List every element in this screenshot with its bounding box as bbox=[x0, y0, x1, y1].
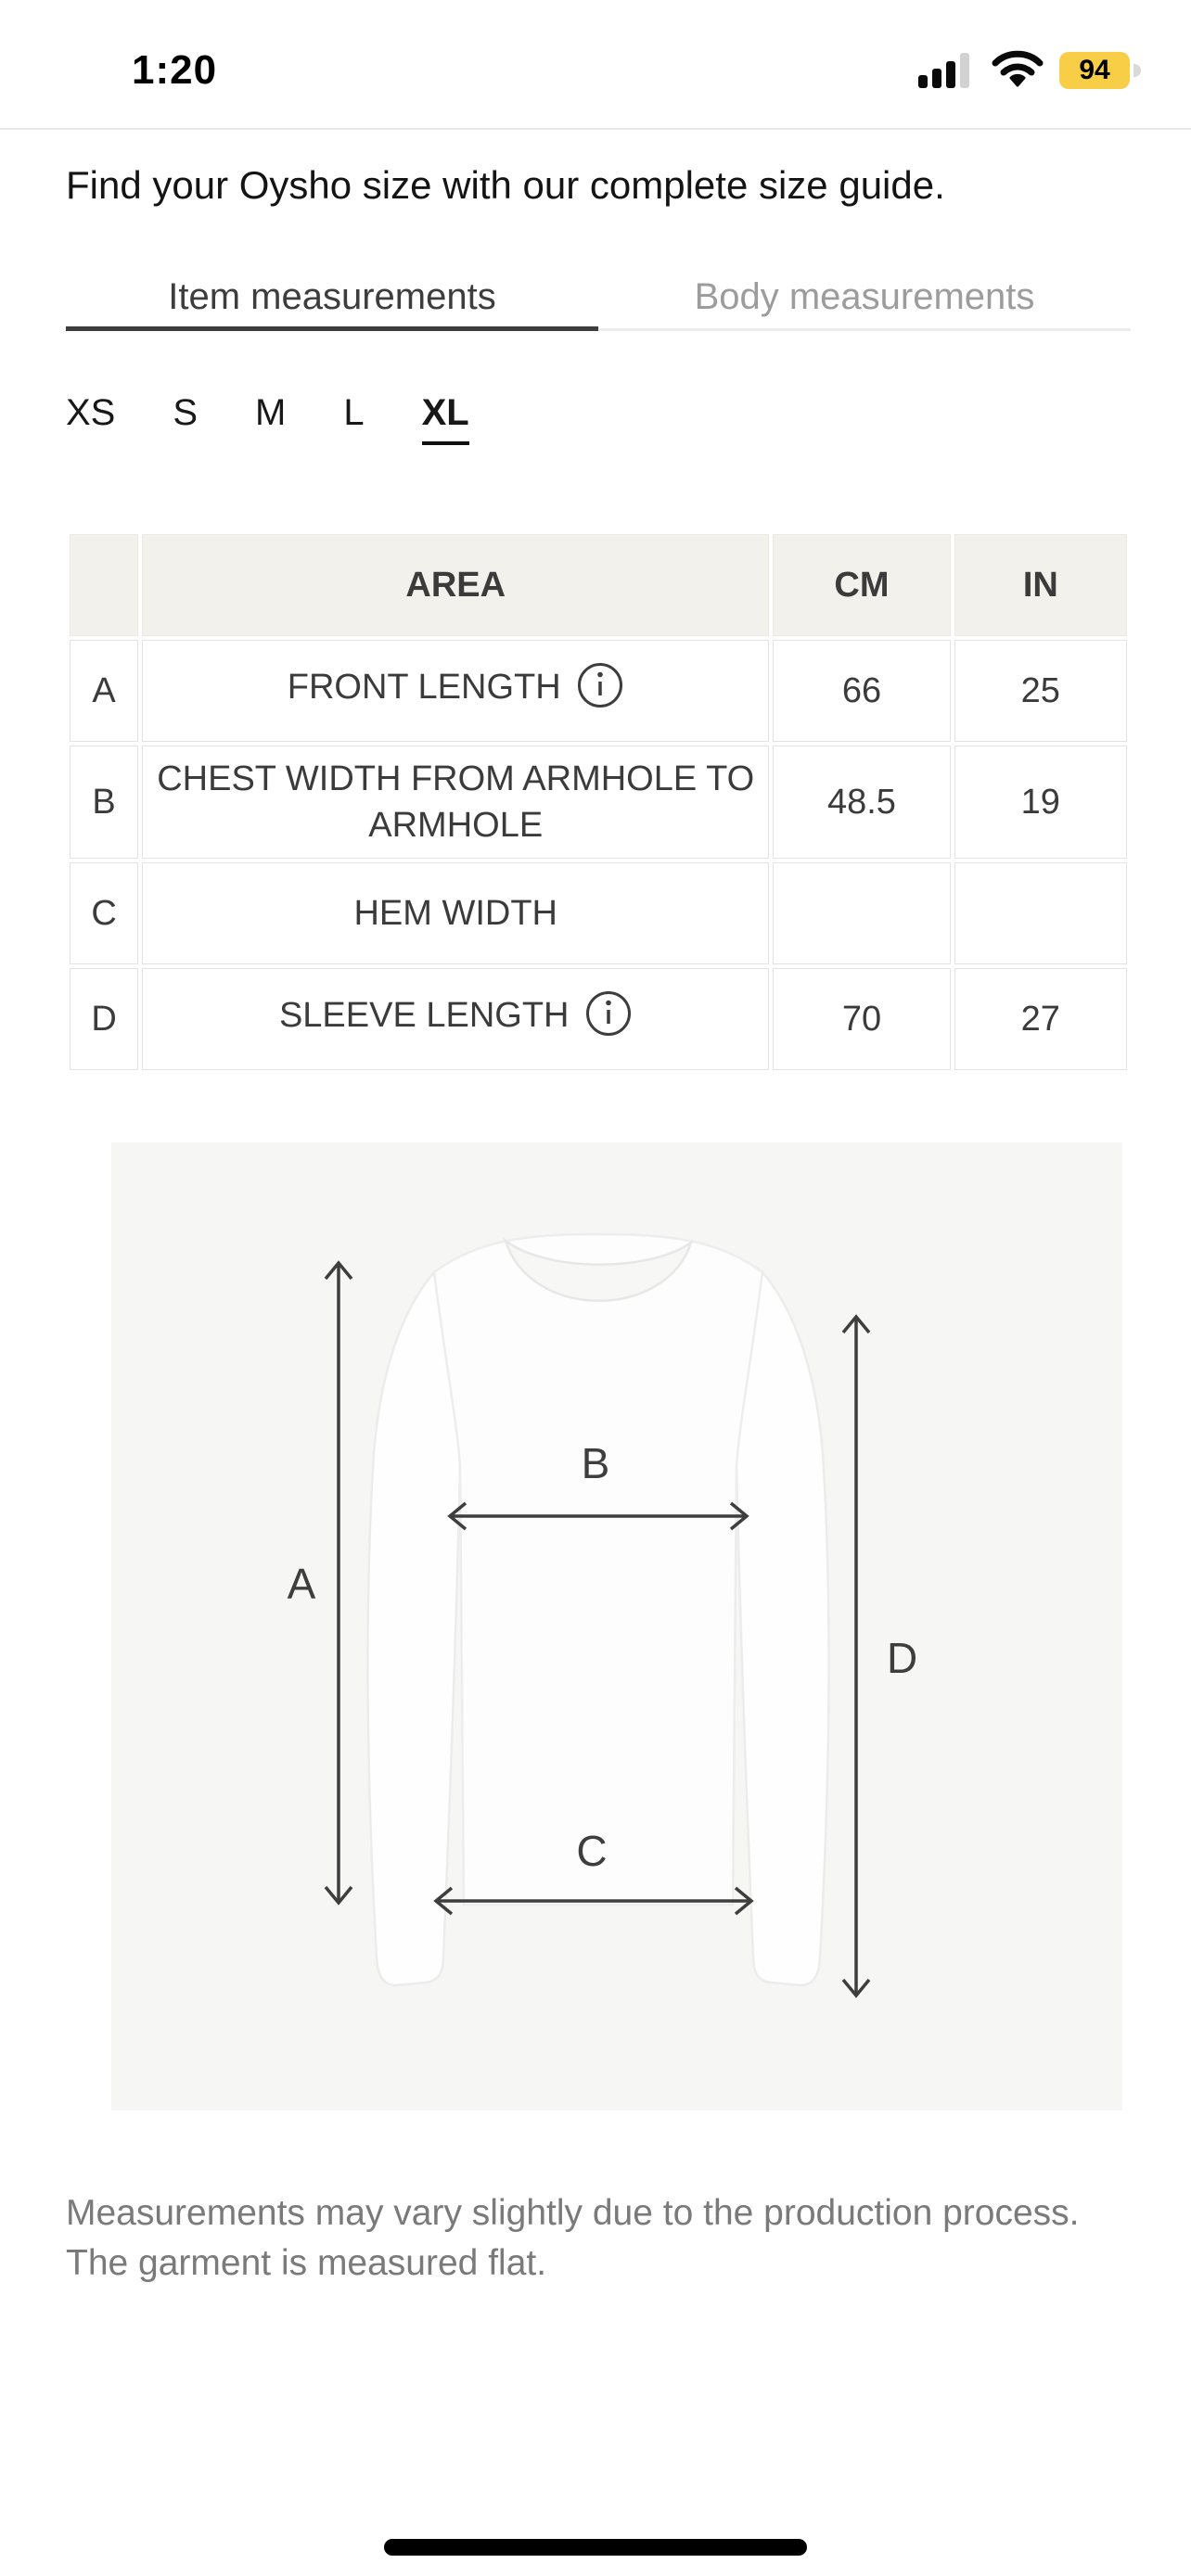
diagram-label-a: A bbox=[287, 1560, 316, 1608]
diagram-label-b: B bbox=[581, 1439, 610, 1487]
row-letter: B bbox=[70, 746, 138, 859]
wifi-icon bbox=[991, 48, 1044, 94]
status-bar bbox=[0, 0, 1191, 128]
row-cm-value bbox=[773, 862, 950, 964]
table-row bbox=[70, 746, 1127, 859]
measurement-disclaimer: Measurements may vary slightly due to the production process. The garment is measured flat. bbox=[66, 2193, 1080, 2283]
tab-body-measurements[interactable]: Body measurements bbox=[694, 276, 1035, 317]
table-row bbox=[70, 640, 1127, 742]
header-in: IN bbox=[954, 534, 1127, 636]
row-area-label: FRONT LENGTH bbox=[287, 667, 561, 707]
garment-measurement-diagram bbox=[111, 1142, 1122, 2111]
diagram-label-c: C bbox=[576, 1827, 608, 1875]
header-corner bbox=[70, 534, 138, 636]
page-title: Find your Oysho size with our complete size guide. bbox=[66, 163, 945, 207]
shirt-right-sleeve bbox=[736, 1272, 829, 1985]
status-bar-divider bbox=[0, 128, 1191, 130]
battery-icon bbox=[1059, 52, 1130, 89]
table-row bbox=[70, 968, 1127, 1070]
status-icons bbox=[916, 48, 1130, 94]
size-guide-panel bbox=[0, 159, 1191, 2289]
header-area: AREA bbox=[142, 534, 769, 636]
arrow-D bbox=[843, 1317, 869, 1996]
row-cm-value: 70 bbox=[773, 968, 950, 1070]
measurements-table bbox=[66, 530, 1131, 1074]
size-option-s[interactable]: S bbox=[173, 392, 198, 433]
status-time: 1:20 bbox=[132, 47, 218, 93]
row-area-label: SLEEVE LENGTH bbox=[278, 995, 570, 1035]
arrow-A bbox=[326, 1263, 352, 1903]
measurement-tabs bbox=[66, 276, 1131, 331]
size-selector bbox=[66, 392, 1131, 445]
info-icon[interactable] bbox=[584, 989, 633, 1050]
table-row bbox=[70, 862, 1127, 964]
size-option-xs[interactable]: XS bbox=[66, 392, 116, 433]
table-header-row bbox=[70, 534, 1127, 636]
row-in-value: 25 bbox=[954, 640, 1127, 742]
row-area-label: HEM WIDTH bbox=[353, 894, 557, 933]
cellular-signal-icon bbox=[916, 49, 976, 93]
home-indicator[interactable] bbox=[384, 2539, 807, 2556]
size-option-m[interactable]: M bbox=[255, 392, 287, 433]
battery-cap bbox=[1133, 64, 1141, 77]
row-in-value: 19 bbox=[954, 746, 1127, 859]
diagram-label-d: D bbox=[887, 1634, 918, 1682]
active-tab-indicator bbox=[66, 326, 598, 331]
header-cm: CM bbox=[773, 534, 950, 636]
row-letter: C bbox=[70, 862, 138, 964]
info-icon[interactable] bbox=[576, 661, 624, 721]
row-in-value: 27 bbox=[954, 968, 1127, 1070]
battery-percent: 94 bbox=[1079, 55, 1110, 85]
tab-item-measurements[interactable]: Item measurements bbox=[168, 276, 496, 317]
shirt-torso bbox=[434, 1234, 762, 1905]
row-letter: A bbox=[70, 640, 138, 742]
size-option-xl[interactable]: XL bbox=[422, 392, 469, 445]
size-option-l[interactable]: L bbox=[343, 392, 365, 433]
row-cm-value: 66 bbox=[773, 640, 950, 742]
shirt-left-sleeve bbox=[367, 1272, 460, 1985]
row-area-label: CHEST WIDTH FROM ARMHOLE TO ARMHOLE bbox=[157, 759, 755, 845]
row-cm-value: 48.5 bbox=[773, 746, 950, 859]
row-letter: D bbox=[70, 968, 138, 1070]
row-in-value bbox=[954, 862, 1127, 964]
